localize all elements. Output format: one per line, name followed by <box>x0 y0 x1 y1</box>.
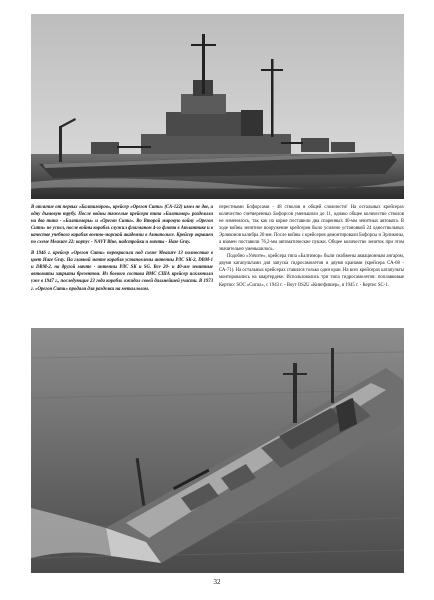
caption-column <box>31 204 213 326</box>
page-number: 32 <box>213 578 221 586</box>
cruiser-profile-photo <box>31 14 404 199</box>
caption-paragraph: В 1946 г. крейсер «Орегон Сити» перекрасили под схеме Measure 13 полностью в цвет Haze Gray. На главной мачте корабля установлены антенны РЛС SK-2, DBM-1 и DBM-2, на другой мачте - антенны РЛС SK и SG. Все 20- и 40-мм зенитные автоматы закрыты брезентом. Из боевого состава ВМС США крейсер исключили уже в 1947 г., последующие 23 года корабль ожидал своей дальнейшей участи. В 1973 г. «Орегон Сити» продали для разделки на металлолом. <box>31 251 213 292</box>
body-paragraph: перестными Бофорсами - 48 стволов в общей сложности! На остальных крейсерах количество счетверенных Бофорсов уменьшили до 11, однако общее количество стволов не изменилось, так как на корме поставили два спаренных 40-мм зенитных автомата. В ходе войны зенитное вооружение крейсеров было усилено установкой 24 одноствольных Эрликонов калибра 20 мм. После войны с крейсеров демонтировали Бофорсы и Эрликоны, а взамен поставили 76,2-мм автоматические пушки. Общее количество зениток при этом значительно уменьшилось. <box>219 205 404 253</box>
cruiser-deck-image <box>31 328 404 573</box>
body-paragraph: Подобно «Уичите», крейсера типа «Балтимор» были снабжены авиационным ангаром, двумя катапультами для запуска гидросамолетов и двумя кранами (крейсера СА-68 - СА-71). На остальных крейсерах ставился только один кран. На всех крейсерах катапульты монтировались на квартердеке. Использовались три типа гидросамолетов: поплавковые Кертисс SOC «Сигал», с 1943 г. - Воут OS2U «Кингфишер», в 1945 г. - Кертис SC-1. <box>219 254 404 288</box>
body-text-column <box>219 204 404 326</box>
cruiser-deck-photo <box>31 328 404 573</box>
caption-paragraph: В отличие от первых «Балтиморов», крейсер «Орегон Сити» (СА-122) имел не две, а одну дымовую трубу. После войны тяжелые крейсера типа «Балтимор» разделили на два типа - «Балтиморы» и «Орегон Сити». Во Второй мировую войну «Орегон Сити» не успел, после войны корабль служил флагманом 4-го флота в Атлантике и в качестве учебного корабля военно-морской академии в Аннаполисе. Крейсер окрашен по схеме Measure 22: корпус - NAVY Blue, надстройки и мачты - Haze Gray. <box>31 205 213 246</box>
cruiser-profile-image <box>31 14 404 199</box>
